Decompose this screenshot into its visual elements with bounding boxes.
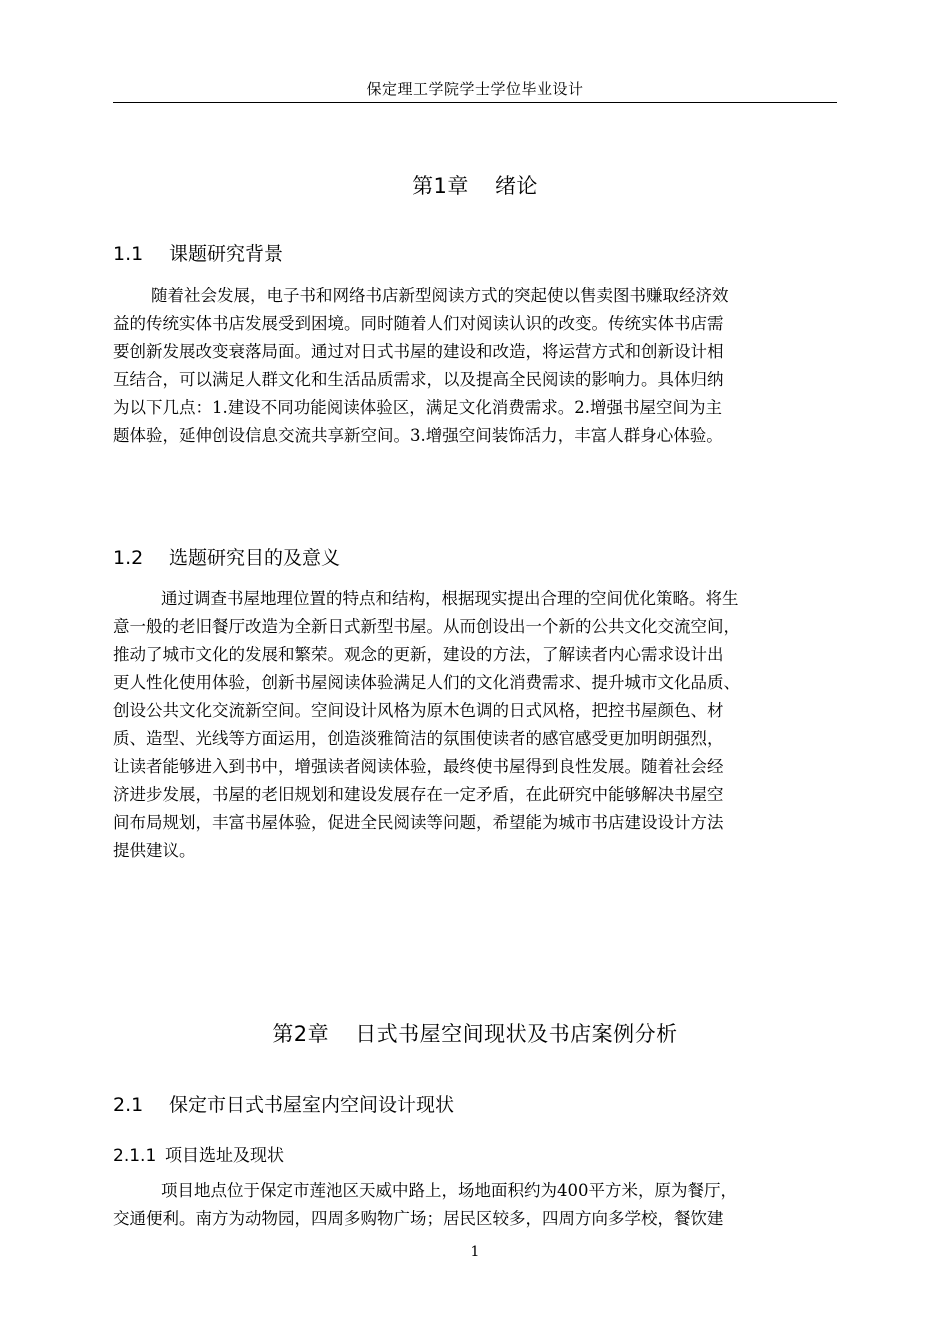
chapter-2-name: 日式书屋空间现状及书店案例分析 — [355, 1022, 678, 1046]
paragraph-line: 题体验，延伸创设信息交流共享新空间。3.增强空间装饰活力，丰富人群身心体验。 — [113, 426, 723, 445]
paragraph-line: 间布局规划，丰富书屋体验，促进全民阅读等问题，希望能为城市书店建设设计方法 — [113, 813, 724, 832]
paragraph-line: 要创新发展改变衰落局面。通过对日式书屋的建设和改造，将运营方式和创新设计相 — [113, 342, 724, 361]
section-1-2-paragraph — [113, 585, 839, 865]
subsection-2-1-1-heading — [113, 1141, 837, 1166]
chapter-2-title — [113, 1018, 837, 1048]
paragraph-line: 互结合，可以满足人群文化和生活品质需求，以及提高全民阅读的影响力。具体归纳 — [113, 370, 724, 389]
section-title: 选题研究目的及意义 — [169, 547, 341, 569]
paragraph-line: 为以下几点：1.建设不同功能阅读体验区，满足文化消费需求。2.增强书屋空间为主 — [113, 398, 722, 417]
paragraph-line: 项目地点位于保定市莲池区天威中路上，场地面积约为400平方米，原为餐厅， — [161, 1181, 737, 1200]
paragraph-line: 更人性化使用体验，创新书屋阅读体验满足人们的文化消费需求、提升城市文化品质、 — [113, 673, 740, 692]
paragraph-line: 随着社会发展，电子书和网络书店新型阅读方式的突起使以售卖图书赚取经济效 — [151, 286, 729, 305]
paragraph-line: 推动了城市文化的发展和繁荣。观念的更新，建设的方法，了解读者内心需求设计出 — [113, 645, 724, 664]
paragraph-line: 质、造型、光线等方面运用，创造淡雅简洁的氛围使读者的感官感受更加明朗强烈， — [113, 729, 724, 748]
section-1-1-heading — [113, 239, 837, 266]
paragraph-line: 意一般的老旧餐厅改造为全新日式新型书屋。从而创设出一个新的公共文化交流空间， — [113, 617, 740, 636]
running-header: 保定理工学院学士学位毕业设计 — [366, 80, 584, 98]
subsection-2-1-1-paragraph — [113, 1177, 839, 1233]
section-1-1-paragraph — [113, 282, 839, 450]
paragraph-line: 让读者能够进入到书中，增强读者阅读体验，最终使书屋得到良性发展。随着社会经 — [113, 757, 724, 776]
section-title: 保定市日式书屋室内空间设计现状 — [169, 1094, 455, 1116]
paragraph-line: 提供建议。 — [113, 841, 196, 860]
section-2-1-heading — [113, 1090, 837, 1117]
section-number: 2.1 — [113, 1094, 144, 1116]
section-number: 1.2 — [113, 547, 144, 569]
subsection-number: 2.1.1 — [113, 1146, 157, 1166]
page-number: 1 — [470, 1244, 480, 1260]
chapter-2-number: 第2章 — [272, 1022, 330, 1046]
paragraph-line: 益的传统实体书店发展受到困境。同时随着人们对阅读认识的改变。传统实体书店需 — [113, 314, 724, 333]
section-1-2-heading — [113, 543, 837, 570]
paragraph-line: 济进步发展，书屋的老旧规划和建设发展存在一定矛盾，在此研究中能够解决书屋空 — [113, 785, 724, 804]
paragraph-line: 创设公共文化交流新空间。空间设计风格为原木色调的日式风格，把控书屋颜色、材 — [113, 701, 724, 720]
section-title: 课题研究背景 — [169, 243, 284, 265]
paragraph-line: 交通便利。南方为动物园，四周多购物广场；居民区较多，四周方向多学校，餐饮建 — [113, 1209, 724, 1228]
paragraph-line: 通过调查书屋地理位置的特点和结构，根据现实提出合理的空间优化策略。将生 — [161, 589, 739, 608]
chapter-1-name: 绪论 — [494, 174, 538, 198]
subsection-title: 项目选址及现状 — [165, 1146, 284, 1166]
chapter-1-number: 第1章 — [412, 174, 469, 198]
header-rule — [113, 102, 837, 103]
chapter-1-title — [113, 170, 837, 200]
section-number: 1.1 — [113, 243, 144, 265]
